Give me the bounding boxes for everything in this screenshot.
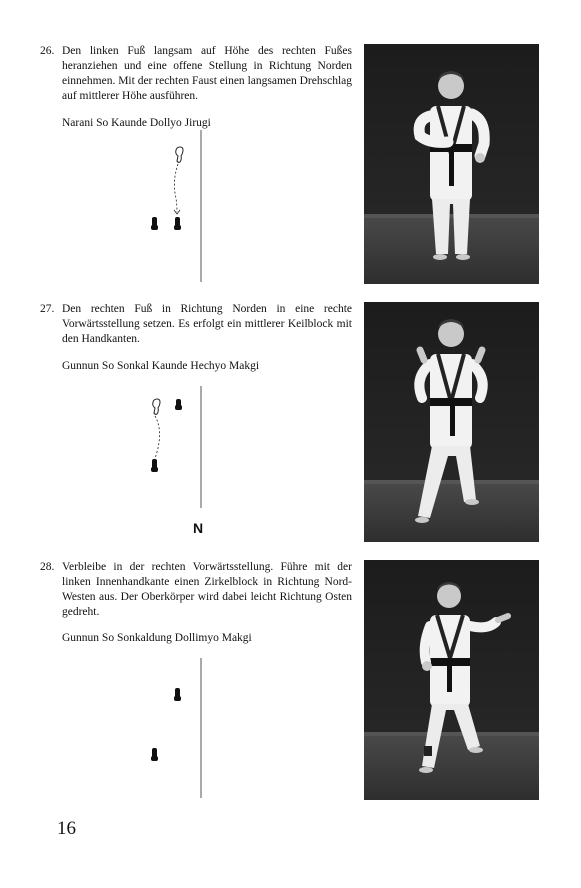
step-number: 27. (40, 303, 55, 315)
right-foot-start-outline (153, 399, 160, 414)
page-number: 16 (57, 818, 76, 839)
movement-path-arrow (174, 164, 178, 212)
left-foot-start-outline (176, 147, 183, 162)
technique-name: Gunnun So Sonkal Kaunde Hechyo Makgi (62, 360, 260, 372)
right-foot-end (151, 459, 158, 472)
step-description: Den rechten Fuß in Richtung Norden in eine rechte Vorwärtsstellung setzen. Es erfolgt ein mittlerer Keilblock mit den Handkanten. (62, 303, 352, 345)
technique-name: Narani So Kaunde Dollyo Jirugi (62, 117, 211, 129)
demonstration-photo (364, 44, 539, 284)
technique-name: Gunnun So Sonkaldung Dollimyo Makgi (62, 632, 252, 644)
footwork-diagram (140, 128, 220, 284)
footwork-diagram (140, 384, 220, 510)
right-foot (151, 748, 158, 761)
left-foot (174, 688, 181, 701)
footwork-diagram (140, 656, 220, 800)
demonstration-photo (364, 560, 539, 800)
north-label: N (193, 520, 204, 536)
step-description: Verbleibe in der rechten Vorwärtsstellung. Führe mit der linken Innenhandkante einen Zirkelblock in Richtung Nord-Westen aus. Der Oberkörper wird dabei leicht Richtung Osten gedreht. (62, 561, 352, 618)
step-description: Den linken Fuß langsam auf Höhe des rechten Fußes heranziehen und eine offene Stellung in Richtung Norden einnehmen. Mit der rechten Faust einen langsamen Drehschlag auf mittlerer Höhe ausführen. (62, 45, 352, 102)
step-number: 26. (40, 45, 55, 57)
step-number: 28. (40, 561, 55, 573)
left-foot (175, 399, 182, 410)
right-foot (151, 217, 158, 230)
movement-path-arrow (154, 416, 160, 464)
left-foot-end (174, 217, 181, 230)
demonstration-photo (364, 302, 539, 542)
